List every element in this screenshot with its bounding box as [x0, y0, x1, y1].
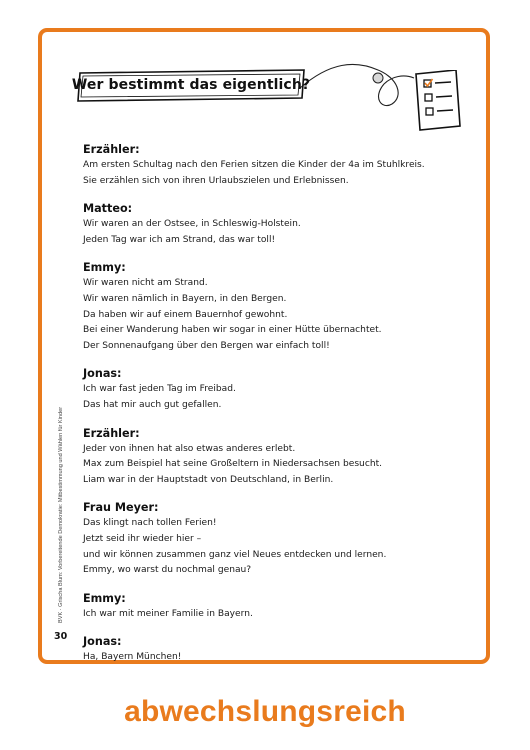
dialogue-line: Liam war in der Hauptstadt von Deutschland, in Berlin.	[83, 474, 334, 485]
dialogue-block	[83, 591, 463, 623]
dialogue-line: Ich war fast jeden Tag im Freibad.	[83, 384, 236, 395]
dialogue-line: Max zum Beispiel hat seine Großeltern in Niedersachsen besucht.	[83, 459, 383, 470]
dialogue-line: Jeden Tag war ich am Strand, das war toll!	[83, 234, 276, 245]
dialogue-block	[83, 260, 463, 354]
speaker-name: Frau Meyer:	[83, 501, 159, 515]
speaker-name: Emmy:	[83, 261, 126, 275]
dialogue-line: und wir können zusammen ganz viel Neues entdecken und lernen.	[83, 549, 387, 560]
dialogue-line: Jetzt seid ihr wieder hier –	[83, 533, 202, 544]
dialogue-block	[83, 634, 463, 666]
dialogue-line: Das klingt nach tollen Ferien!	[83, 518, 217, 529]
side-credit: BVK · Grischa Blum: Vorbereitende Demokratie: Mitbestimmung und Wählen für Kinder	[58, 406, 64, 623]
bead-icon	[373, 73, 383, 83]
caption: abwechslungsreich	[124, 695, 406, 728]
page-title: Wer bestimmt das eigentlich?	[71, 77, 311, 93]
dialogue-block	[83, 142, 463, 189]
dialogue-line: Jeder von ihnen hat also etwas anderes erlebt.	[83, 443, 296, 454]
dialogue-line: Wir waren nämlich in Bayern, in den Bergen.	[83, 293, 287, 304]
speaker-name: Emmy:	[83, 591, 126, 605]
title-badge	[71, 68, 311, 102]
dialogue-line: Sie erzählen sich von ihren Urlaubszielen und Erlebnissen.	[83, 175, 349, 186]
speaker-name: Erzähler:	[83, 143, 140, 156]
speaker-name: Erzähler:	[83, 426, 140, 440]
speaker-name: Matteo:	[83, 202, 133, 216]
speaker-name: Jonas:	[83, 367, 122, 381]
dialogue-line: Emmy, wo warst du nochmal genau?	[83, 565, 252, 576]
dialogue-line: Der Sonnenaufgang über den Bergen war einfach toll!	[83, 340, 330, 351]
dialogue-line: Am ersten Schultag nach den Ferien sitzen die Kinder der 4a im Stuhlkreis.	[83, 160, 425, 170]
dialogue-line: Wir waren an der Ostsee, in Schleswig-Holstein.	[83, 219, 301, 230]
dialogue-block	[83, 201, 463, 248]
dialogue-line: Ha, Bayern München!	[83, 652, 182, 663]
page-number: 30	[54, 631, 68, 642]
dialogue-block	[83, 426, 463, 489]
dialogue-line: Wir waren nicht am Strand.	[83, 278, 208, 289]
speaker-name: Jonas:	[83, 635, 122, 649]
dialogue-line: Das hat mir auch gut gefallen.	[83, 399, 222, 410]
dialogue-line: Bei einer Wanderung haben wir sogar in einer Hütte übernachtet.	[83, 325, 382, 336]
dialogue-line: Ich war mit meiner Familie in Bayern.	[83, 608, 253, 619]
checklist-icon	[410, 70, 462, 132]
dialogue-block	[83, 366, 463, 413]
dialogue-script	[83, 142, 463, 678]
dialogue-block	[83, 500, 463, 578]
dialogue-line: Da haben wir auf einem Bauernhof gewohnt.	[83, 309, 288, 320]
